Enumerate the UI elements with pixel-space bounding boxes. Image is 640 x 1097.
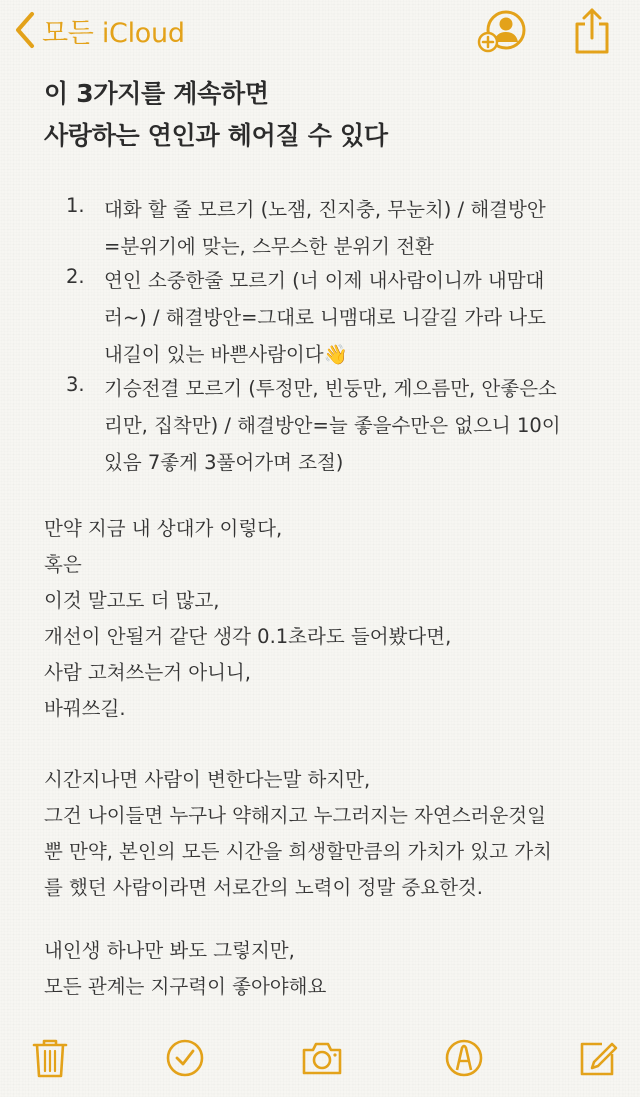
list-line: =분위기에 맞는, 스무스한 분위기 전환 xyxy=(104,235,434,258)
markup-pen-icon[interactable] xyxy=(442,1036,486,1080)
list-line: 있음 7좋게 3풀어가며 조절) xyxy=(104,451,344,474)
list-line: 리만, 집착만) / 해결방안=늘 좋을수만은 없으니 10이 xyxy=(104,414,561,437)
paragraph-line: 내인생 하나만 봐도 그렇지만, xyxy=(44,939,295,962)
paragraph-line: 모든 관계는 지구력이 좋아야해요 xyxy=(44,975,327,998)
back-label: 모든 iCloud xyxy=(42,17,185,49)
note-title-line-2: 사랑하는 연인과 헤어질 수 있다 xyxy=(44,121,388,150)
paragraph-line: 를 했던 사람이라면 서로간의 노력이 정말 중요한것. xyxy=(44,876,483,899)
list-number: 1. xyxy=(66,194,85,217)
bottom-toolbar xyxy=(0,1020,640,1097)
list-line: 러~) / 해결방안=그대로 니맴대로 니갈길 가라 나도 xyxy=(104,306,546,329)
paragraph-line: 개선이 안될거 같단 생각 0.1초라도 들어봤다면, xyxy=(44,625,452,648)
paragraph-line: 이것 말고도 더 많고, xyxy=(44,589,220,612)
add-person-icon[interactable] xyxy=(476,8,526,54)
paragraph-line: 시간지나면 사람이 변한다는말 하지만, xyxy=(44,768,371,791)
paragraph-line: 사람 고쳐쓰는거 아니니, xyxy=(44,661,251,684)
paragraph-line: 바꿔쓰길. xyxy=(44,697,126,720)
paragraph-line: 뿐 만약, 본인의 모든 시간을 희생할만큼의 가치가 있고 가치 xyxy=(44,840,552,863)
back-button[interactable] xyxy=(12,8,185,52)
paragraph-line: 그건 나이들면 누구나 약해지고 누그러지는 자연스러운것일 xyxy=(44,804,546,827)
share-icon[interactable] xyxy=(572,6,612,56)
trash-icon[interactable] xyxy=(28,1036,72,1080)
list-line: 기승전결 모르기 (투정만, 빈둥만, 게으름만, 안좋은소 xyxy=(104,377,557,400)
list-number: 3. xyxy=(66,373,85,396)
checklist-icon[interactable] xyxy=(163,1036,207,1080)
list-line: 연인 소중한줄 모르기 (너 이제 내사람이니까 내맘대 xyxy=(104,269,545,292)
camera-icon[interactable] xyxy=(300,1036,344,1080)
navigation-bar xyxy=(0,0,640,62)
note-title-line-1: 이 3가지를 계속하면 xyxy=(44,79,269,108)
paragraph-line: 혹은 xyxy=(44,553,82,576)
compose-icon[interactable] xyxy=(576,1036,620,1080)
list-line: 내길이 있는 바쁜사람이다👋 xyxy=(104,343,348,366)
chevron-left-icon xyxy=(12,10,38,50)
list-number: 2. xyxy=(66,265,85,288)
paragraph-line: 만약 지금 내 상대가 이렇다, xyxy=(44,517,283,540)
list-line: 대화 할 줄 모르기 (노잼, 진지충, 무눈치) / 해결방안 xyxy=(104,198,546,221)
